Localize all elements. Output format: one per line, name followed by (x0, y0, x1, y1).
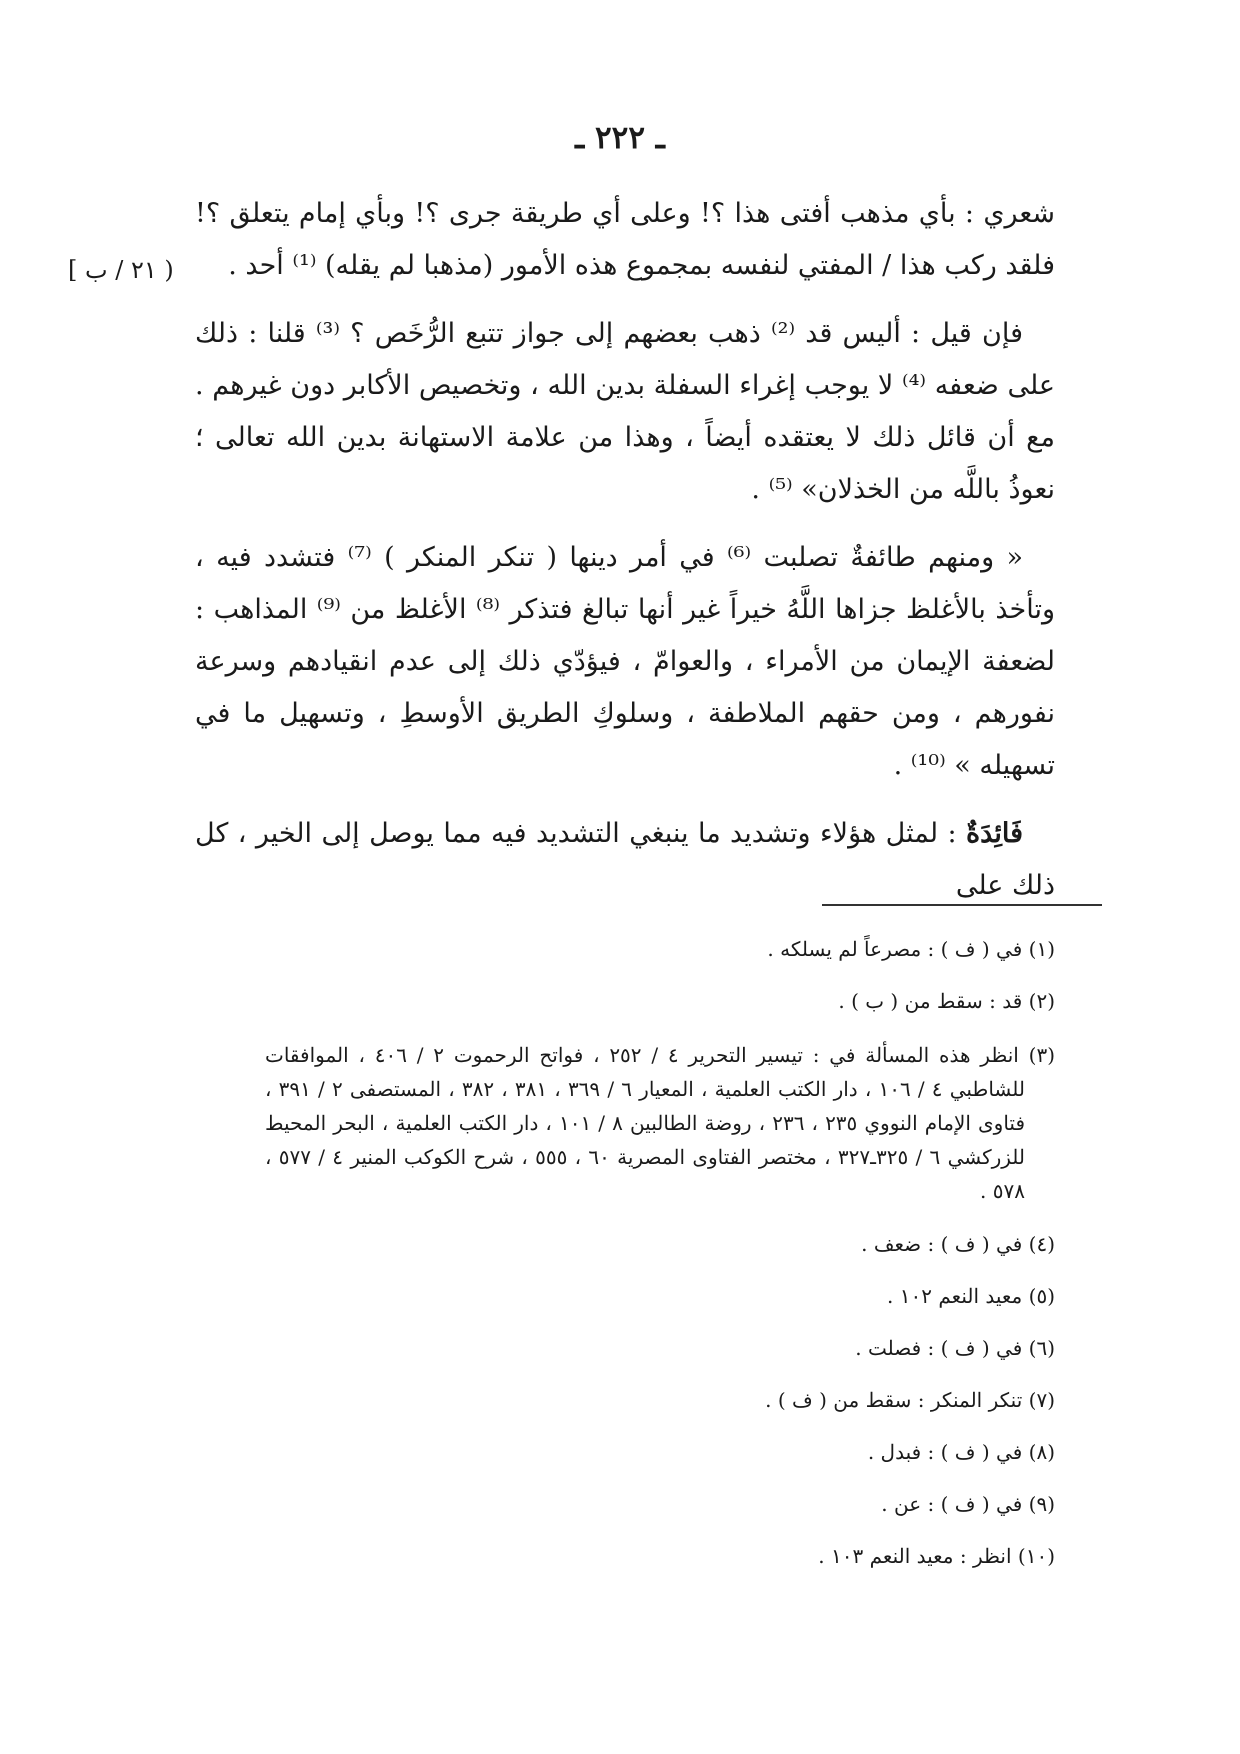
footnote-9 (265, 1489, 1055, 1520)
footnote-7 (265, 1385, 1055, 1416)
footnote-text: في ( ف ) : فصلت . (855, 1336, 1023, 1360)
footnote-3 (265, 1038, 1055, 1208)
footnote-number: (٢) (1028, 989, 1055, 1013)
footnote-text: انظر هذه المسألة في : تيسير التحرير ٤ / ٢٥٢ ، فواتح الرحموت ٢ / ٤٠٦ ، الموافقات للشاطبي ٤ / ١٠٦ ، دار الكتب العلمية ، المعيار ٦ / ٣٦٩ ، ٣٨١ ، ٣٨٢ ، المستصفى ٢ / ٣٩١ ، فتاوى الإمام النووي ٢٣٥ ، ٢٣٦ ، روضة الطالبين ٨ / ١٠١ ، دار الكتب العلمية ، البحر المحيط للزركشي ٦ / ٣٢٥ـ٣٢٧ ، مختصر الفتاوى المصرية ٦٠ ، ٥٥٥ ، شرح الكوكب المنير ٤ / ٥٧٧ ، ٥٧٨ . (265, 1043, 1026, 1203)
footnote-separator (822, 904, 1102, 906)
paragraph-3: « ومنهم طائفةٌ تصلبت ⁽⁶⁾ في أمر دينها ( تنكر المنكر ) ⁽⁷⁾ فتشدد فيه ، وتأخذ بالأغلظ جزاها اللَّهُ خيراً غير أنها تبالغ فتذكر ⁽⁸⁾ الأغلظ من ⁽⁹⁾ المذاهب : لضعفة الإيمان من الأمراء ، والعوامّ ، فيؤدّي ذلك إلى عدم انقيادهم وسرعة نفورهم ، ومن حقهم الملاطفة ، وسلوكِ الطريق الأوسطِ ، وتسهيل ما في تسهيله » ⁽¹⁰⁾ . (195, 542, 1055, 781)
footnote-number: (٩) (1028, 1492, 1055, 1516)
footnote-number: (١) (1028, 937, 1055, 961)
footnote-number: (٧) (1028, 1388, 1055, 1412)
footnote-4 (265, 1229, 1055, 1260)
footnote-8 (265, 1437, 1055, 1468)
footnote-number: (٥) (1028, 1284, 1055, 1308)
footnote-10 (265, 1541, 1055, 1572)
margin-folio-note: ( ٢١ / ب ] (68, 256, 174, 284)
footnote-6 (265, 1333, 1055, 1364)
footnote-text: معيد النعم ١٠٢ . (887, 1284, 1023, 1308)
footnote-5 (265, 1281, 1055, 1312)
footnote-text: في ( ف ) : عن . (881, 1492, 1023, 1516)
footnote-text: انظر : معيد النعم ١٠٣ . (818, 1544, 1012, 1568)
footnote-text: في ( ف ) : ضعف . (861, 1232, 1023, 1256)
footnote-number: (٨) (1028, 1440, 1055, 1464)
footnote-number: (٤) (1028, 1232, 1055, 1256)
footnote-text: تنكر المنكر : سقط من ( ف ) . (765, 1388, 1023, 1412)
footnote-1 (265, 934, 1055, 965)
page-number: ـ ٢٢٢ ـ (575, 120, 665, 156)
faida-label: فَائِدَةٌ (966, 818, 1023, 849)
footnote-text: في ( ف ) : مصرعاً لم يسلكه . (767, 937, 1023, 961)
footnote-text: قد : سقط من ( ب ) . (838, 989, 1023, 1013)
paragraph-2: فإن قيل : أليس قد ⁽²⁾ ذهب بعضهم إلى جواز تتبع الرُّخَص ؟ ⁽³⁾ قلنا : ذلك على ضعفه ⁽⁴⁾ لا يوجب إغراء السفلة بدين الله ، وتخصيص الأكابر دون غيرهم . مع أن قائل ذلك لا يعتقده أيضاً ، وهذا من علامة الاستهانة بدين الله تعالى ؛ نعوذُ باللَّه من الخذلان» ⁽⁵⁾ . (195, 318, 1055, 505)
footnote-number: (١٠) (1017, 1544, 1055, 1568)
footnote-number: (٦) (1028, 1336, 1055, 1360)
faida-paragraph (195, 808, 1055, 912)
footnote-2 (265, 986, 1055, 1017)
footnote-text: في ( ف ) : فبدل . (867, 1440, 1023, 1464)
paragraph-1: شعري : بأي مذهب أفتى هذا ؟! وعلى أي طريقة جرى ؟! وبأي إمام يتعلق ؟! فلقد ركب هذا / المفتي لنفسه بمجموع هذه الأمور (مذهبا لم يقله) ⁽¹⁾ أحد . (195, 198, 1056, 281)
footnotes (265, 934, 1055, 1593)
main-text (195, 188, 1055, 928)
faida-text: : لمثل هؤلاء وتشديد ما ينبغي التشديد فيه مما يوصل إلى الخير ، كل ذلك على (195, 818, 1055, 901)
footnote-number: (٣) (1028, 1043, 1056, 1067)
